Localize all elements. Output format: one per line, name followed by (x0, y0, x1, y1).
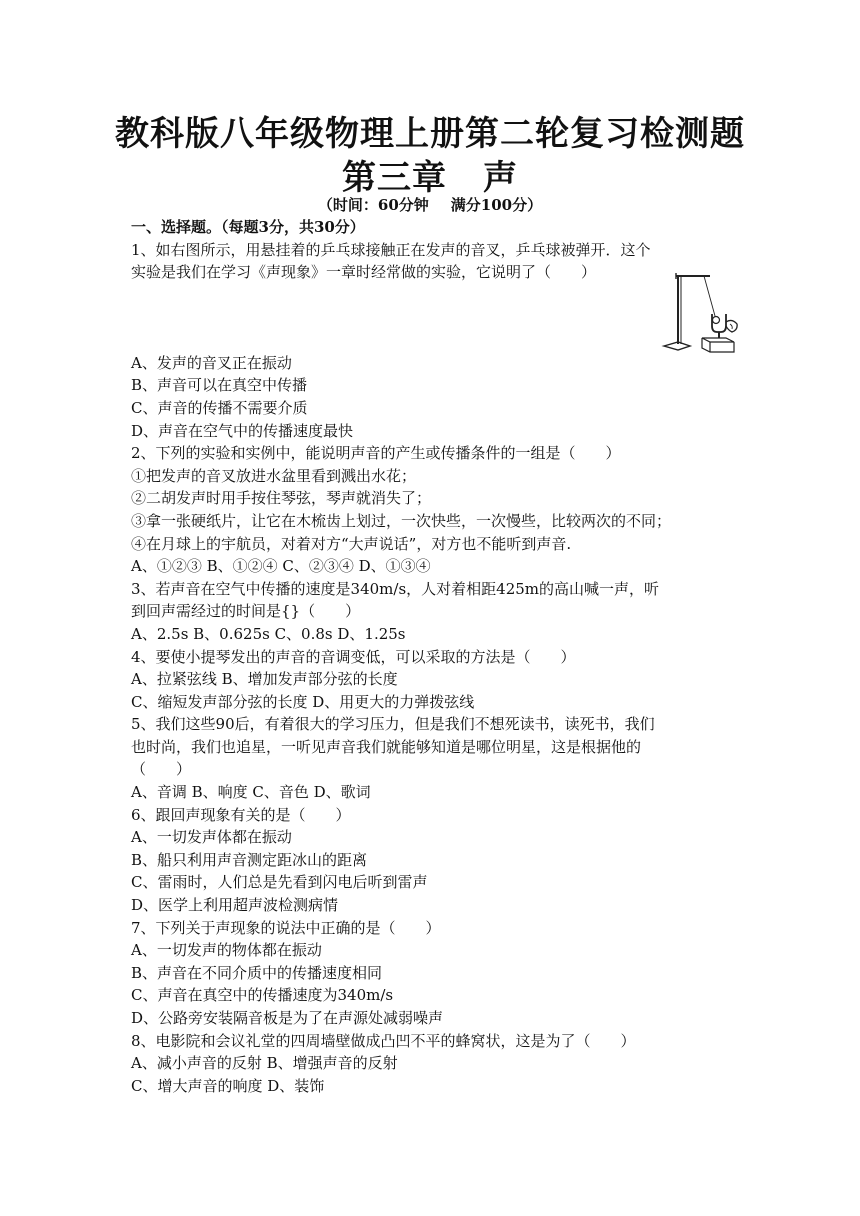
question-7-option-d: D、公路旁安装隔音板是为了在声源处减弱噪声 (131, 1009, 444, 1027)
question-7-option-b: B、声音在不同介质中的传播速度相同 (131, 963, 383, 982)
question-7-stem: 7、下列关于声现象的说法中正确的是（ ） (131, 918, 441, 937)
exam-info (0, 194, 860, 215)
question-2-stem: 2、下列的实验和实例中，能说明声音的产生或传播条件的一组是（ ） (131, 444, 621, 463)
question-5-options: A、音调 B、响度 C、音色 D、歌词 (131, 783, 371, 802)
question-6-option-a: A、一切发声体都在振动 (131, 828, 292, 847)
question-2-item-3: ③拿一张硬纸片，让它在木梳齿上划过，一次快些，一次慢些，比较两次的不同； (131, 511, 672, 530)
page-title: 教科版八年级物理上册第二轮复习检测题 (115, 114, 745, 154)
question-6-option-c: C、雷雨时，人们总是先看到闪电后听到雷声 (131, 873, 428, 892)
question-1-stem-cont: 实验是我们在学习《声现象》一章时经常做的实验，它说明了（ ） (131, 263, 597, 282)
question-8-options-cd: C、增大声音的响度 D、装饰 (131, 1076, 325, 1095)
question-3-options: A、2.5s B、0.625s C、0.8s D、1.25s (131, 624, 406, 643)
chapter-name: 声 (483, 158, 518, 198)
question-8-stem: 8、电影院和会议礼堂的四周墙壁做成凸凹不平的蜂窝状，这是为了（ ） (131, 1031, 636, 1050)
question-4-options-ab: A、拉紧弦线 B、增加发声部分弦的长度 (131, 670, 398, 689)
question-7-option-a: A、一切发声的物体都在振动 (131, 941, 322, 960)
question-1-option-c: C、声音的传播不需要介质 (131, 398, 308, 417)
question-2-options: A、①②③ B、①②④ C、②③④ D、①③④ (131, 557, 431, 576)
question-6-option-b: B、船只利用声音测定距冰山的距离 (131, 850, 368, 869)
section-heading: 一、选择题。（每题3分，共30分） (131, 218, 365, 236)
time-info: （时间：60分钟 (317, 196, 429, 214)
question-1-option-d: D、声音在空气中的传播速度最快 (131, 421, 354, 440)
question-5-blank: （ ） (131, 760, 192, 779)
question-7-option-c: C、声音在真空中的传播速度为340m/s (131, 986, 394, 1005)
question-4-options-cd: C、缩短发声部分弦的长度 D、用更大的力弹拨弦线 (131, 692, 475, 711)
chapter-number: 第三章 (342, 158, 447, 198)
question-6-option-d: D、医学上利用超声波检测病情 (131, 896, 339, 915)
question-2-item-2: ②二胡发声时用手按住琴弦，琴声就消失了； (131, 489, 432, 508)
question-6-stem: 6、跟回声现象有关的是（ ） (131, 805, 351, 824)
score-info: 满分100分） (450, 196, 543, 214)
question-1-option-a: A、发声的音叉正在振动 (131, 353, 292, 372)
question-5-stem-cont: 也时尚，我们也追星，一听见声音我们就能够知道是哪位明星，这是根据他的 (131, 737, 642, 756)
question-2-item-4: ④在月球上的宇航员，对着对方“大声说话”，对方也不能听到声音. (131, 534, 572, 553)
question-2-item-1: ①把发声的音叉放进水盆里看到溅出水花； (131, 466, 417, 485)
question-5-stem: 5、我们这些90后，有着很大的学习压力，但是我们不想死读书，读死书，我们 (131, 715, 655, 734)
question-3-stem: 3、若声音在空气中传播的速度是340m/s，人对着相距425m的高山喊一声，听 (131, 579, 660, 598)
figure-space (131, 284, 731, 352)
chapter-title (0, 150, 860, 199)
question-8-options-ab: A、减小声音的反射 B、增强声音的反射 (131, 1054, 398, 1073)
question-1-stem: 1、如右图所示，用悬挂着的乒乓球接触正在发声的音叉，乒乓球被弹开．这个 (131, 240, 651, 259)
question-4-stem: 4、要使小提琴发出的声音的音调变低，可以采取的方法是（ ） (131, 647, 576, 666)
tuning-fork-apparatus-illustration (660, 264, 738, 354)
question-3-stem-cont: 到回声需经过的时间是{}（ ） (131, 602, 361, 621)
question-1-option-b: B、声音可以在真空中传播 (131, 376, 308, 395)
questions (131, 216, 731, 1097)
